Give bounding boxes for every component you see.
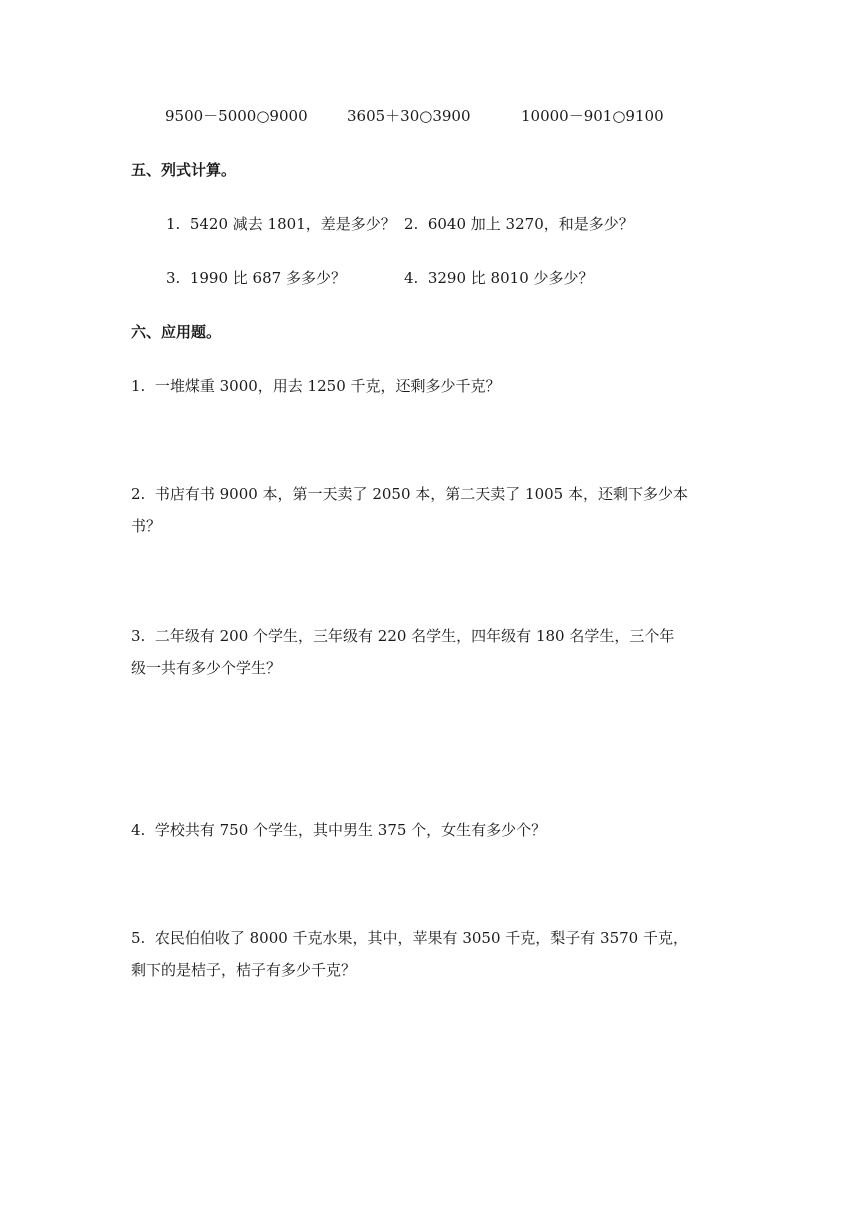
problem-1: 1. 一堆煤重 3000，用去 1250 千克，还剩多少千克？ bbox=[131, 377, 501, 395]
compare-item-2: 3605＋30○3900 bbox=[347, 107, 471, 125]
problem-3-line-2: 级一共有多少个学生？ bbox=[131, 659, 282, 677]
compare-item-3: 10000－901○9100 bbox=[521, 107, 664, 125]
section5-question-1: 1. 5420 减去 1801，差是多少？ bbox=[166, 215, 396, 233]
section6-title: 六、应用题。 bbox=[131, 323, 222, 341]
problem-5-line-2: 剩下的是桔子，桔子有多少千克？ bbox=[131, 961, 357, 979]
problem-2-line-1: 2. 书店有书 9000 本，第一天卖了 2050 本，第二天卖了 1005 本，还剩下多少本 bbox=[131, 485, 688, 503]
problem-4: 4. 学校共有 750 个学生，其中男生 375 个，女生有多少个？ bbox=[131, 821, 547, 839]
problem-5-line-1: 5. 农民伯伯收了 8000 千克水果，其中，苹果有 3050 千克，梨子有 3570 千克， bbox=[131, 929, 688, 947]
section5-question-4: 4. 3290 比 8010 少多少？ bbox=[404, 269, 594, 287]
problem-3-line-1: 3. 二年级有 200 个学生，三年级有 220 名学生，四年级有 180 名学生，三个年 bbox=[131, 627, 675, 645]
compare-item-1: 9500－5000○9000 bbox=[165, 107, 308, 125]
section5-question-2: 2. 6040 加上 3270，和是多少？ bbox=[404, 215, 634, 233]
problem-2-line-2: 书？ bbox=[131, 517, 162, 535]
section5-title: 五、列式计算。 bbox=[131, 161, 237, 179]
section5-question-3: 3. 1990 比 687 多多少？ bbox=[166, 269, 346, 287]
